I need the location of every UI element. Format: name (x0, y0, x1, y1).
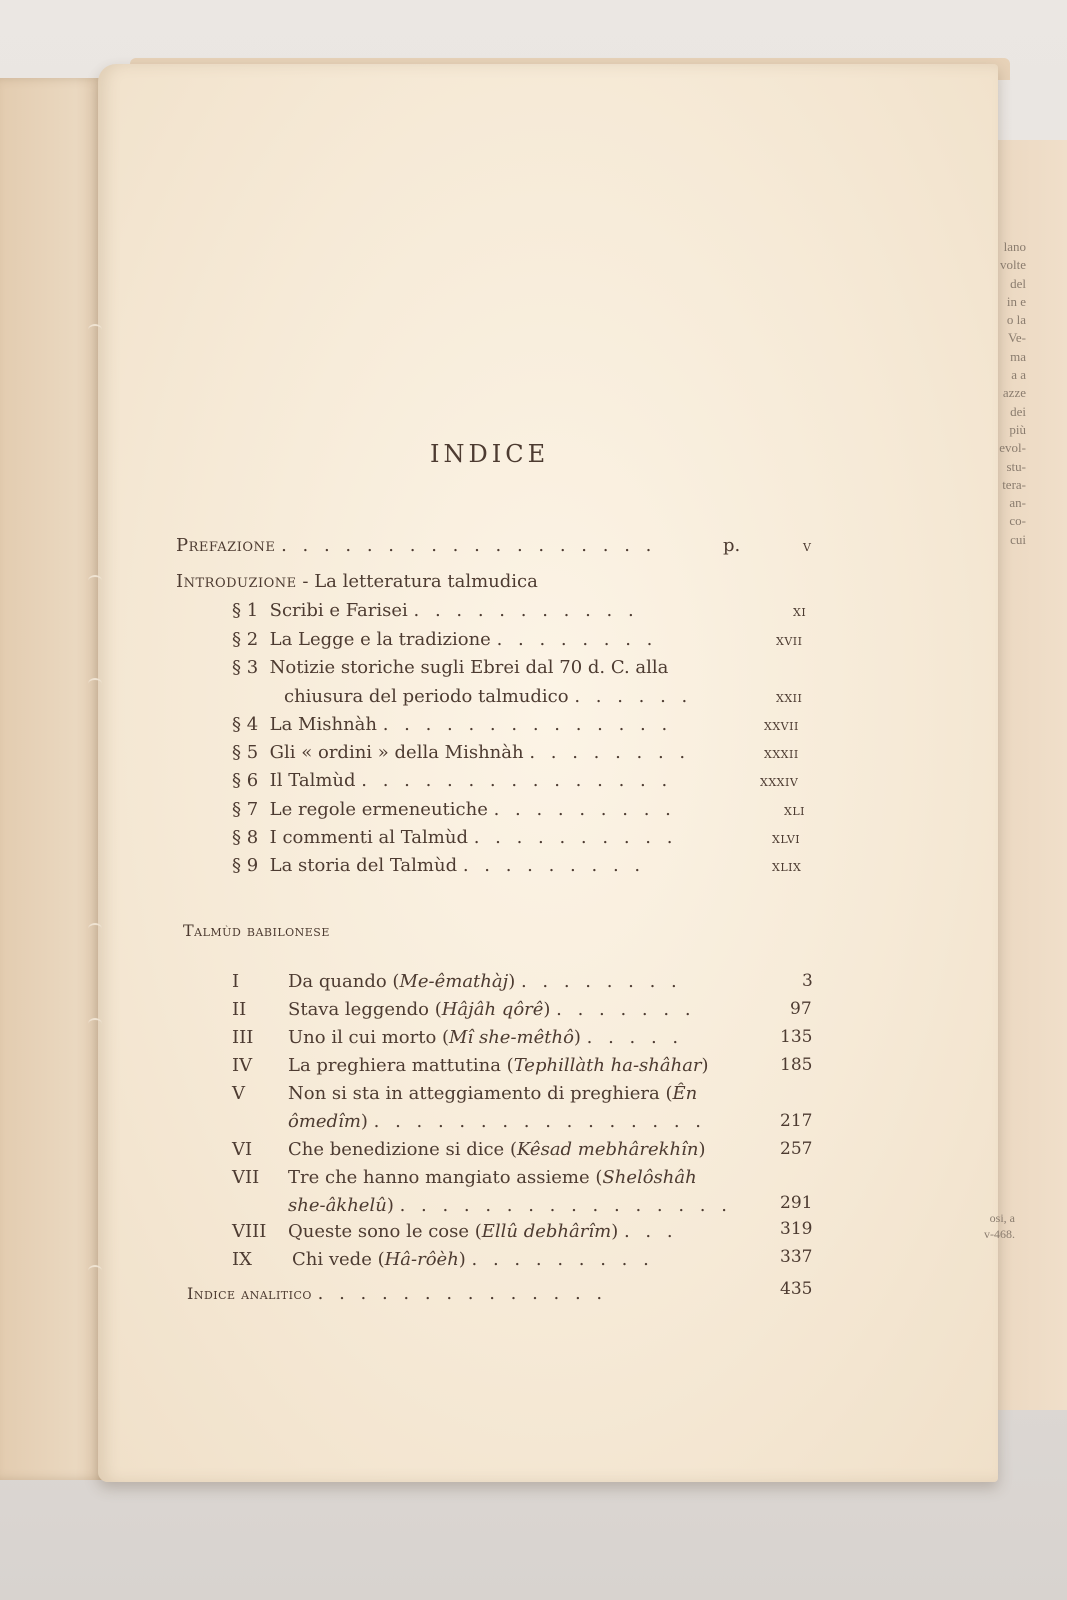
chapter-title: Chi vede (292, 1249, 372, 1270)
binding-stitch (88, 923, 102, 935)
talmud-heading: Talmùd babilonese (183, 921, 330, 940)
chapter-hebrew: Mî she-mêthô (449, 1027, 574, 1048)
bleed-line: cui (1010, 531, 1026, 547)
chapter-hebrew: Hâjâh qôrê (441, 999, 544, 1020)
section-number: § 4 (232, 714, 259, 735)
chapter-title: Queste sono le cose (288, 1221, 470, 1242)
toc-chapter: Chi vede (Hâ-rôèh) . . . . . . . . . (292, 1249, 654, 1270)
leader-dots: . . . . . . (574, 686, 693, 707)
leader-dots: . . . . . (586, 1027, 684, 1048)
bleed-line: a a (1011, 367, 1026, 383)
toc-chapter: Stava leggendo (Hâjâh qôrê) . . . . . . . (288, 999, 696, 1020)
leader-dots: . . . . . . . (556, 999, 696, 1020)
leader-dots: . . . . . . . . . . . . . . . . (373, 1111, 707, 1132)
leader-dots: . . . . . . . . . . (473, 827, 678, 848)
chapter-hebrew: Shelôshâh (602, 1167, 697, 1188)
bleed-line: osi, a (989, 1211, 1015, 1225)
chapter-number: IV (232, 1055, 253, 1076)
bleed-line: an- (1009, 495, 1026, 511)
chapter-number: III (232, 1027, 254, 1048)
toc-section (232, 600, 639, 622)
toc-p-label: p. (723, 535, 741, 556)
binding-stitch (88, 1018, 102, 1030)
section-title: I commenti al Talmùd (269, 827, 468, 848)
binding-stitch (88, 1265, 102, 1277)
toc-page: xxxii (764, 744, 799, 762)
toc-chapter: Non si sta in atteggiamento di preghiera (Ên (288, 1083, 698, 1104)
toc-section (232, 742, 690, 764)
section-title: chiusura del periodo talmudico (284, 686, 569, 707)
toc-label: Indice analitico (187, 1284, 312, 1303)
leader-dots: . . . . . . . . . (471, 1249, 654, 1270)
toc-intro (176, 571, 538, 593)
toc-page: 435 (780, 1279, 813, 1299)
toc-section (232, 855, 645, 877)
page-title: INDICE (430, 440, 550, 468)
chapter-hebrew: Me-êmathàj (399, 971, 509, 992)
section-number: § 5 (232, 742, 259, 763)
section-title: Le regole ermeneutiche (269, 799, 488, 820)
chapter-hebrew: Ên (672, 1083, 698, 1104)
section-number: § 7 (232, 799, 259, 820)
toc-page: xlix (772, 857, 802, 875)
chapter-number: II (232, 999, 247, 1020)
section-number: § 1 (232, 600, 259, 621)
toc-page: xi (793, 602, 807, 620)
toc-page: xxxiv (760, 772, 799, 790)
toc-section (232, 770, 672, 792)
toc-preface (176, 535, 656, 557)
section-title: La storia del Talmùd (269, 855, 458, 876)
section-title: Gli « ordini » della Mishnàh (269, 742, 524, 763)
toc-page: xvii (776, 631, 803, 649)
toc-section (232, 799, 676, 821)
toc-page: v (803, 537, 812, 555)
toc-subtitle: - La letteratura talmudica (302, 571, 538, 592)
section-number: § 2 (232, 629, 259, 650)
bleed-line: o la (1006, 312, 1026, 328)
chapter-title: La preghiera mattutina (288, 1055, 501, 1076)
leader-dots: . . . . . . . . . . . . . . (317, 1283, 608, 1304)
chapter-title: Stava leggendo (288, 999, 429, 1020)
toc-chapter: Queste sono le cose (Ellû debhârîm) . . . (288, 1221, 678, 1242)
chapter-hebrew: she-âkhelû (288, 1195, 387, 1216)
leader-dots: . . . . . . . . . . . (413, 600, 639, 621)
toc-section (232, 714, 672, 736)
toc-page: 217 (780, 1111, 813, 1131)
leader-dots: . . . . . . . . . . . . . . . . . . (281, 535, 657, 556)
binding-stitch (88, 324, 102, 336)
chapter-number: VII (232, 1167, 260, 1188)
bleed-line: in e (1006, 293, 1026, 309)
section-title: Notizie storiche sugli Ebrei dal 70 d. C. alla (269, 657, 669, 678)
chapter-number: VI (232, 1139, 253, 1160)
chapter-number: IX (232, 1249, 252, 1270)
leader-dots: . . . . . . . . . . . . . . . . (399, 1195, 732, 1216)
toc-label: Introduzione (176, 571, 297, 592)
bleed-line: Ve- (1007, 330, 1026, 346)
right-page-text (990, 238, 1026, 549)
bleed-line: co- (1009, 513, 1026, 529)
bleed-line: azze (1002, 385, 1026, 401)
toc-chapter-cont: ômedîm) . . . . . . . . . . . . . . . . (288, 1111, 707, 1132)
bleed-line: dei (1010, 403, 1026, 419)
chapter-hebrew: Hâ-rôèh (384, 1249, 459, 1270)
binding-stitch (88, 575, 102, 587)
bleed-line: tera- (1002, 476, 1026, 492)
toc-label: Prefazione (176, 535, 276, 556)
toc-page: xli (784, 801, 805, 819)
toc-chapter: Tre che hanno mangiato assieme (Shelôshâh (288, 1167, 697, 1188)
leader-dots: . . . . . . . . (520, 971, 682, 992)
binding-stitch (88, 678, 102, 690)
toc-page: xlvi (772, 829, 801, 847)
toc-index (187, 1283, 607, 1305)
chapter-hebrew: Ellû debhârîm (481, 1221, 612, 1242)
chapter-title: Da quando (288, 971, 387, 992)
toc-page: xxii (776, 688, 803, 706)
right-page-footnote (975, 1210, 1015, 1242)
section-title: La Legge e la tradizione (269, 629, 491, 650)
toc-section-cont (284, 686, 692, 708)
leader-dots: . . . (623, 1221, 678, 1242)
toc-page: xxvii (764, 716, 799, 734)
chapter-number: VIII (232, 1221, 267, 1242)
leader-dots: . . . . . . . . (496, 629, 658, 650)
chapter-number: V (232, 1083, 245, 1104)
chapter-hebrew: Kêsad mebhârekhîn (516, 1139, 699, 1160)
bleed-line: stu- (1006, 458, 1026, 474)
bleed-line: ma (1010, 348, 1026, 364)
chapter-hebrew: ômedîm (288, 1111, 361, 1132)
leader-dots: . . . . . . . . . (493, 799, 676, 820)
bleed-line: evol- (999, 440, 1026, 456)
toc-page: 135 (780, 1027, 813, 1047)
toc-page: 185 (780, 1055, 813, 1075)
toc-chapter: Che benedizione si dice (Kêsad mebhârekhîn) (288, 1139, 706, 1160)
bleed-line: del (1010, 275, 1026, 291)
bleed-line: più (1009, 421, 1026, 437)
toc-section (232, 629, 657, 651)
chapter-title: Non si sta in atteggiamento di preghiera (288, 1083, 660, 1104)
toc-page: 291 (780, 1193, 813, 1213)
bleed-line: lano (1003, 239, 1026, 254)
section-number: § 9 (232, 855, 259, 876)
section-number: § 8 (232, 827, 259, 848)
toc-chapter: Uno il cui morto (Mî she-mêthô) . . . . . (288, 1027, 684, 1048)
chapter-title: Uno il cui morto (288, 1027, 437, 1048)
toc-page: 319 (780, 1219, 813, 1239)
section-title: Il Talmùd (269, 770, 356, 791)
leader-dots: . . . . . . . . (529, 742, 691, 763)
section-number: § 6 (232, 770, 259, 791)
chapter-title: Tre che hanno mangiato assieme (288, 1167, 590, 1188)
toc-section (232, 827, 677, 849)
toc-page: 337 (780, 1247, 813, 1267)
bleed-line: volte (1000, 257, 1026, 273)
chapter-hebrew: Tephillàth ha-shâhar (513, 1055, 702, 1076)
toc-chapter: Da quando (Me-êmathàj) . . . . . . . . (288, 971, 682, 992)
toc-section (232, 657, 668, 679)
leader-dots: . . . . . . . . . (462, 855, 646, 876)
toc-chapter: La preghiera mattutina (Tephillàth ha-shâhar) (288, 1055, 709, 1076)
chapter-title: Che benedizione si dice (288, 1139, 505, 1160)
toc-page: 3 (802, 971, 813, 991)
chapter-number: I (232, 971, 240, 992)
toc-page: 257 (780, 1139, 813, 1159)
bleed-line: v-468. (984, 1227, 1015, 1241)
toc-chapter-cont: she-âkhelû) . . . . . . . . . . . . . . . . (288, 1195, 732, 1216)
leader-dots: . . . . . . . . . . . . . . . (361, 770, 673, 791)
section-title: Scribi e Farisei (269, 600, 408, 621)
section-number: § 3 (232, 657, 259, 678)
toc-page: 97 (790, 999, 812, 1019)
section-title: La Mishnàh (269, 714, 377, 735)
leader-dots: . . . . . . . . . . . . . . (382, 714, 673, 735)
